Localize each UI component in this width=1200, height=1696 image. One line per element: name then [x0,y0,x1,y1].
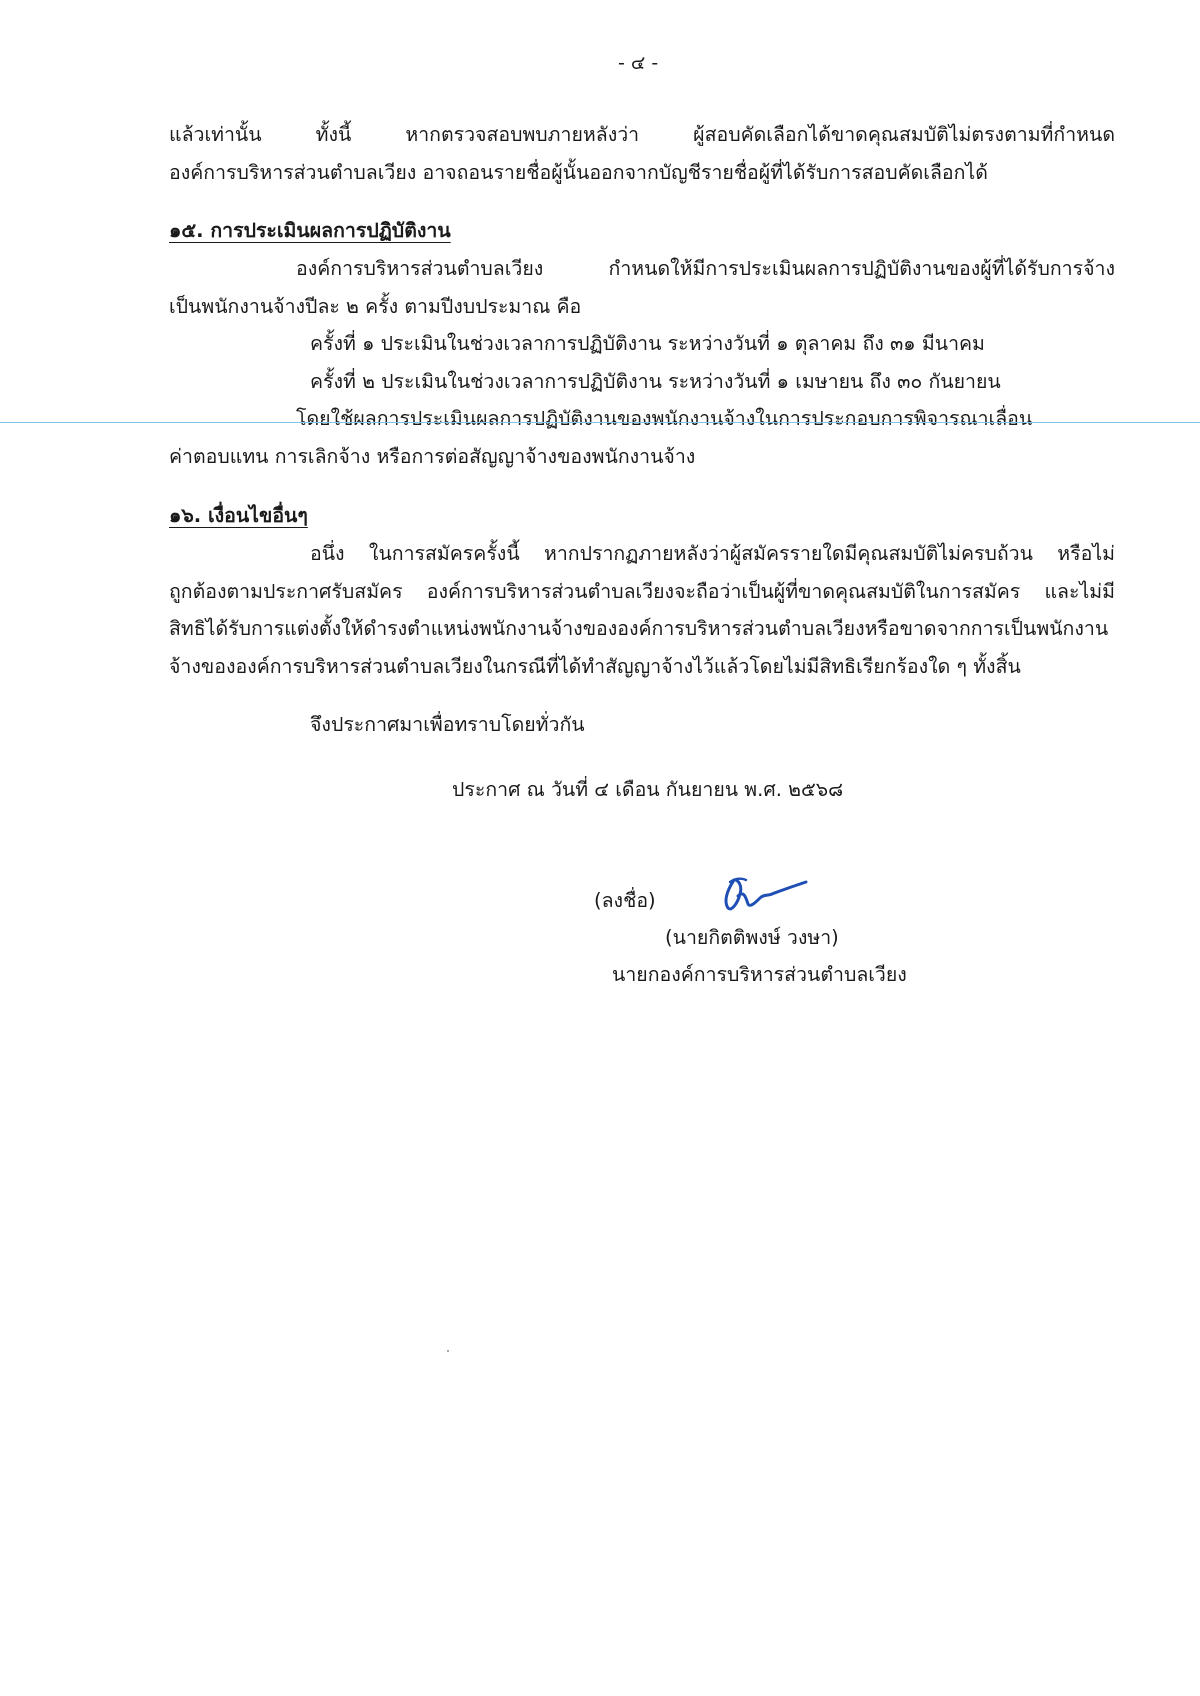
section-15-line-3: โดยใช้ผลการประเมินผลการปฏิบัติงานของพนักงานจ้างในการประกอบการพิจารณาเลื่อน [296,407,1033,430]
section-15-round-2: ครั้งที่ ๒ ประเมินในช่วงเวลาการปฏิบัติงาน ระหว่างวันที่ ๑ เมษายน ถึง ๓๐ กันยายน [310,370,1001,393]
section-16-line-2: ถูกต้องตามประกาศรับสมัคร องค์การบริหารส่วนตำบลเวียงจะถือว่าเป็นผู้ที่ขาดคุณสมบัติในการสมัคร และไม่มี [169,580,1115,603]
section-16-line-1: อนึ่ง ในการสมัครครั้งนี้ หากปรากฏภายหลังว่าผู้สมัครรายใดมีคุณสมบัติไม่ครบถ้วน หรือไม่ [310,542,1115,565]
closing-statement: จึงประกาศมาเพื่อทราบโดยทั่วกัน [310,713,585,736]
announcement-date: ประกาศ ณ วันที่ ๔ เดือน กันยายน พ.ศ. ๒๕๖๘ [452,778,844,801]
section-16-heading: ๑๖. เงื่อนไขอื่นๆ [169,504,308,527]
sign-label: (ลงชื่อ) [594,889,656,912]
intro-line-1: แล้วเท่านั้น ทั้งนี้ หากตรวจสอบพบภายหลังว่า ผู้สอบคัดเลือกได้ขาดคุณสมบัติไม่ตรงตามที่กำหนด [169,123,1115,146]
intro-line-2: องค์การบริหารส่วนตำบลเวียง อาจถอนรายชื่อผู้นั้นออกจากบัญชีรายชื่อผู้ที่ได้รับการสอบคัดเลือกได้ [169,161,988,184]
section-16-line-3: สิทธิได้รับการแต่งตั้งให้ดำรงตำแหน่งพนักงานจ้างขององค์การบริหารส่วนตำบลเวียงหรือขาดจากการเป็นพนักงาน [169,617,1109,640]
scan-artifact-line [0,422,1200,423]
page-number: - ๔ - [618,52,659,74]
section-15-round-1: ครั้งที่ ๑ ประเมินในช่วงเวลาการปฏิบัติงาน ระหว่างวันที่ ๑ ตุลาคม ถึง ๓๑ มีนาคม [310,332,985,355]
signatory-name: (นายกิตติพงษ์ วงษา) [665,926,839,949]
scan-speck [447,1350,449,1352]
section-16-line-4: จ้างขององค์การบริหารส่วนตำบลเวียงในกรณีที่ได้ทำสัญญาจ้างไว้แล้วโดยไม่มีสิทธิเรียกร้องใด ๆ ทั้งสิ้น [169,655,1021,678]
section-15-line-2: เป็นพนักงานจ้างปีละ ๒ ครั้ง ตามปีงบประมาณ คือ [169,295,582,318]
section-15-line-1: องค์การบริหารส่วนตำบลเวียง กำหนดให้มีการประเมินผลการปฏิบัติงานของผู้ที่ได้รับการจ้าง [296,257,1115,280]
signatory-position: นายกองค์การบริหารส่วนตำบลเวียง [612,963,907,986]
handwritten-signature [712,872,812,918]
section-15-heading: ๑๕. การประเมินผลการปฏิบัติงาน [169,219,451,242]
section-15-line-4: ค่าตอบแทน การเลิกจ้าง หรือการต่อสัญญาจ้างของพนักงานจ้าง [169,445,696,468]
